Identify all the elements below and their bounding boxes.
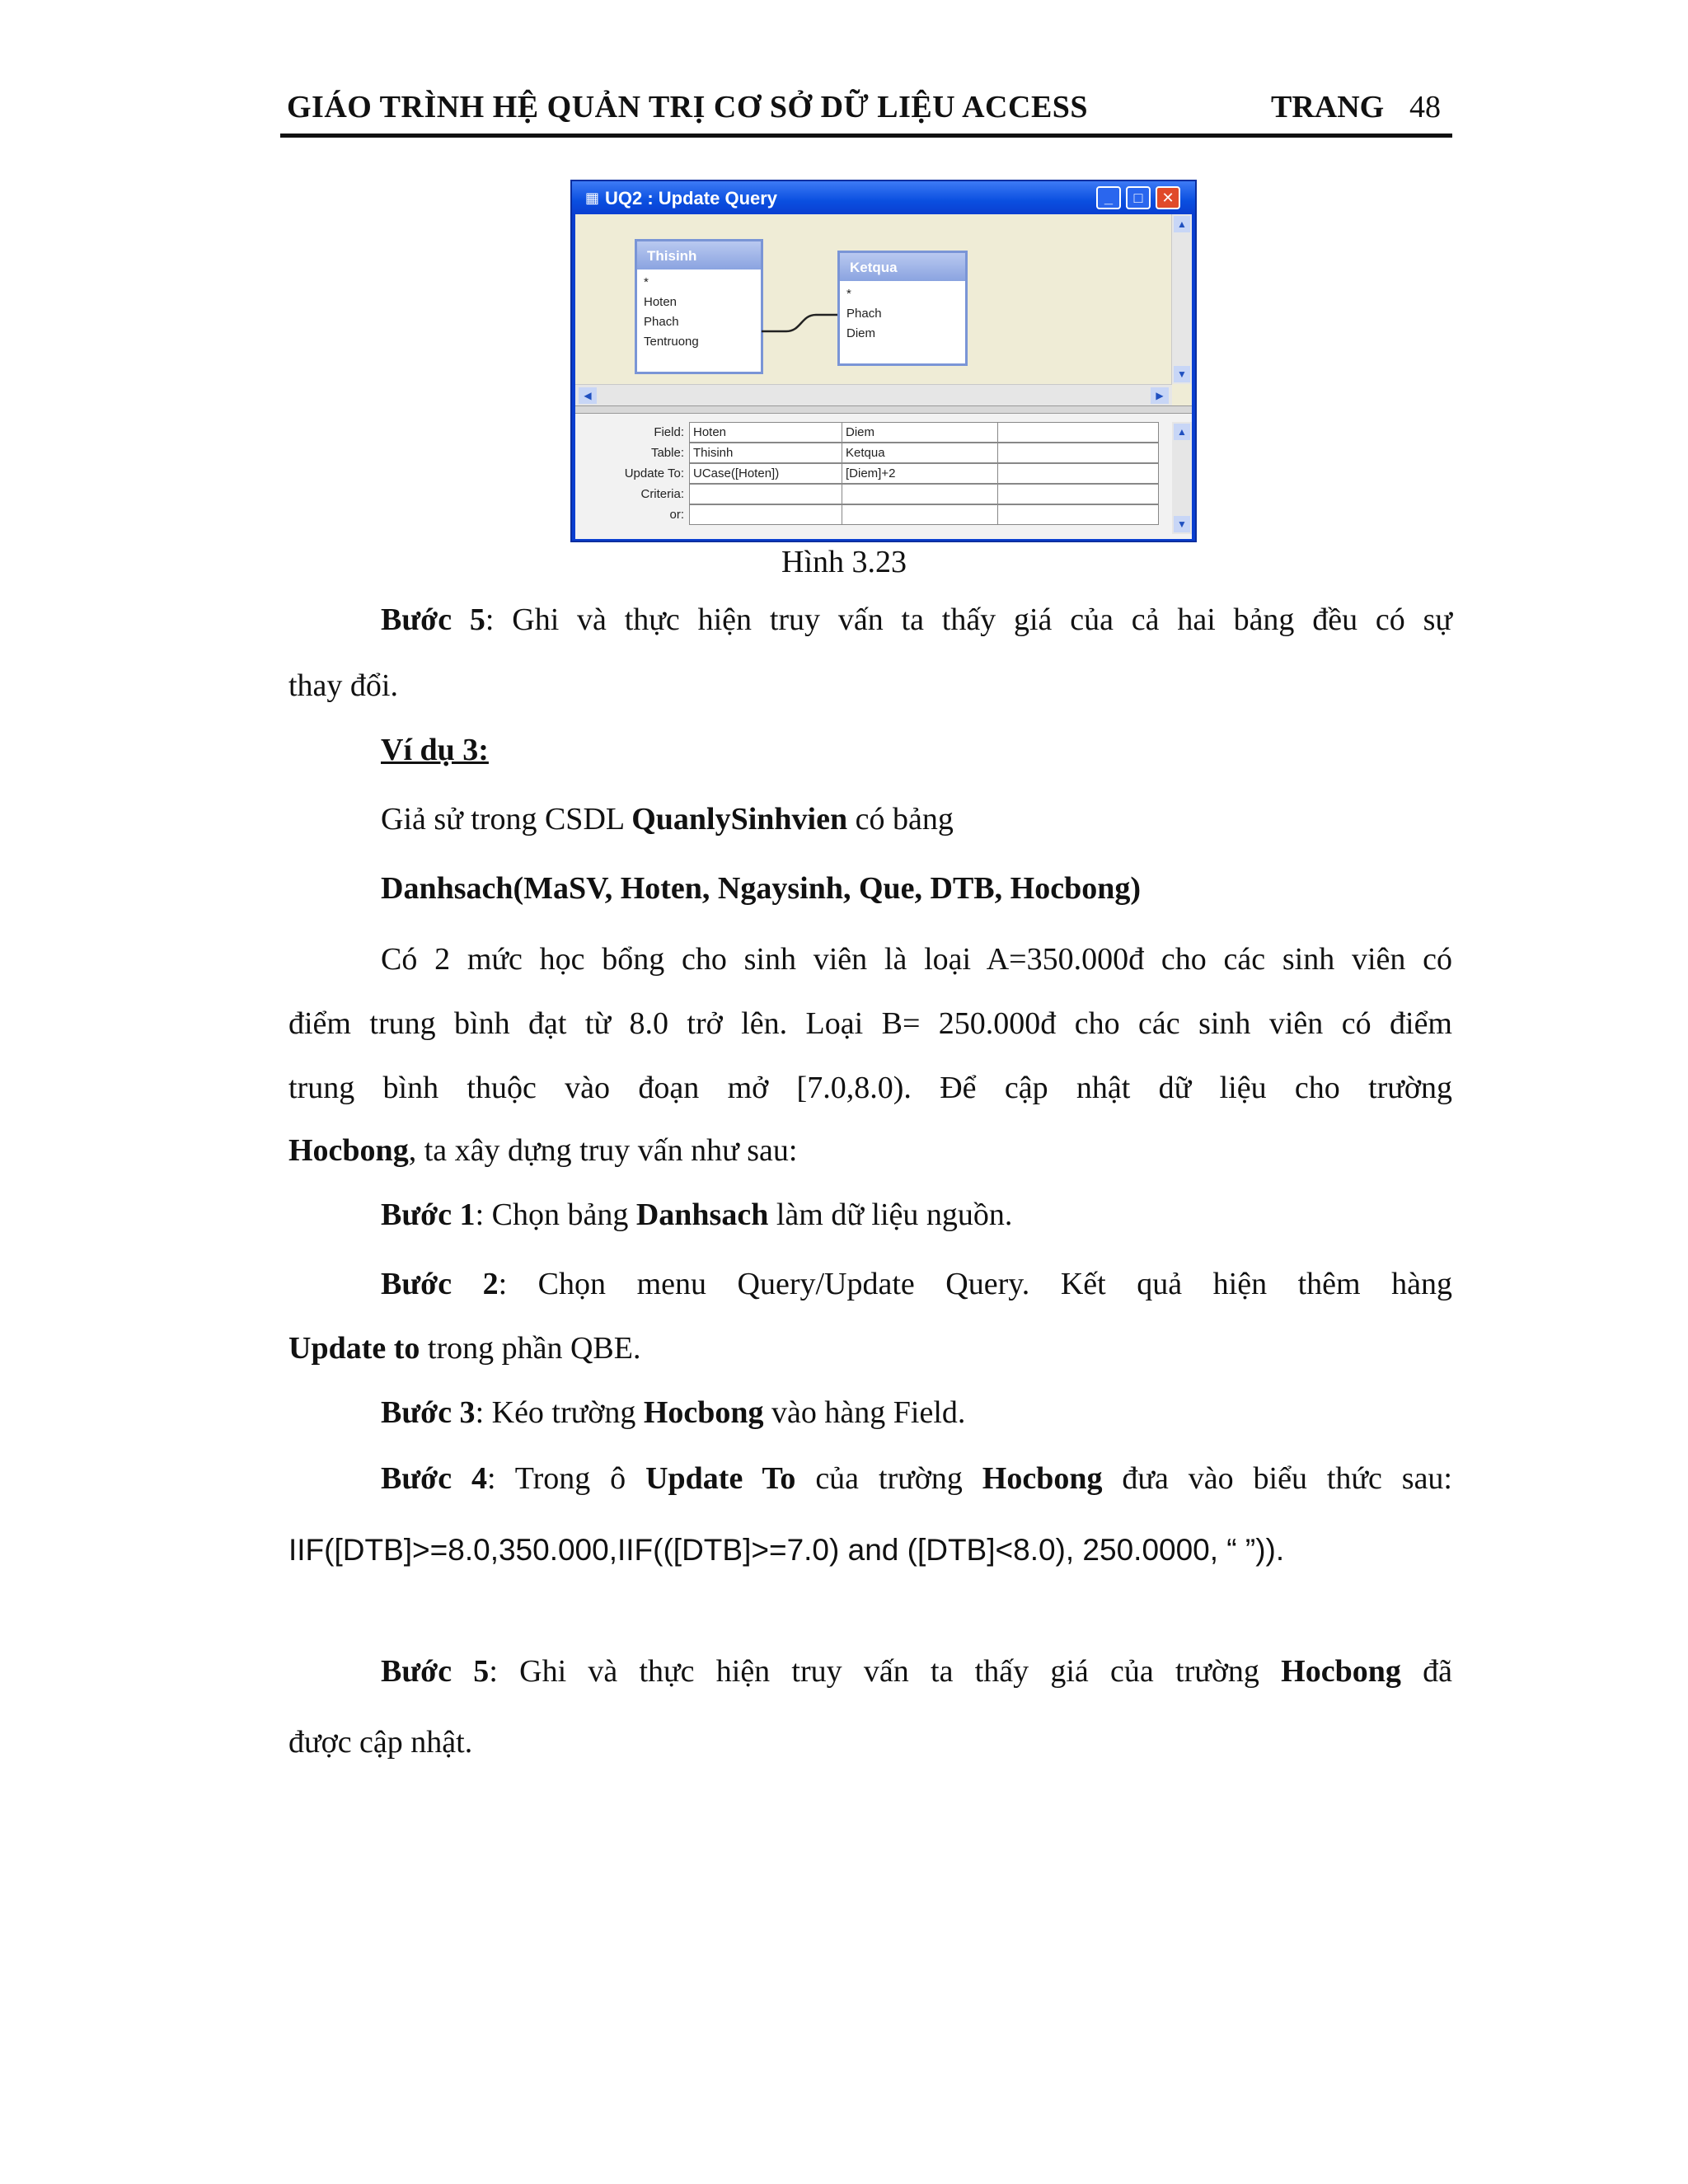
page-header <box>280 82 1452 138</box>
step3-tail: vào hàng Field. <box>763 1395 966 1430</box>
qbe-grid-pane <box>575 414 1192 539</box>
step4-formula: IIF([DTB]>=8.0,350.000,IIF(([DTB]>=7.0) and ([DTB]<8.0), 250.0000, “ ”)). <box>288 1533 1285 1567</box>
step-label: Bước 4 <box>381 1461 487 1496</box>
grid-cell: Diem <box>842 422 998 443</box>
close-icon: ✕ <box>1156 186 1180 209</box>
p2-tail: có bảng <box>847 802 954 837</box>
field-item: * <box>644 275 649 289</box>
grid-row-label: Table: <box>650 446 684 460</box>
step5-tail: đã <box>1400 1654 1452 1689</box>
step4-line1 <box>381 1460 1452 1497</box>
p1-text: : Ghi và thực hiện truy vấn ta thấy giá của cả hai bảng đều có sự <box>485 602 1452 637</box>
qbe-grid <box>582 422 1159 525</box>
window-title: UQ2 : Update Query <box>605 188 778 209</box>
p4-line3: trung bình thuộc vào đoạn mở [7.0,8.0). Để cập nhật dữ liệu cho trường <box>288 1071 1452 1105</box>
step5-line1 <box>381 1653 1452 1690</box>
query-window-icon: ▦ <box>585 190 600 206</box>
scroll-down-icon: ▼ <box>1174 366 1190 382</box>
step1-text: : Chọn bảng <box>475 1197 636 1232</box>
step-label: Bước 1 <box>381 1197 476 1232</box>
p2-bold: QuanlySinhvien <box>631 802 848 837</box>
step2-tail: trong phần QBE. <box>420 1331 641 1366</box>
p2 <box>381 801 954 837</box>
table-pane-vscroll <box>1171 214 1192 384</box>
scroll-down-icon: ▼ <box>1174 516 1190 532</box>
field-item: * <box>846 287 851 301</box>
scroll-right-icon: ▶ <box>1151 387 1169 404</box>
grid-cell <box>997 484 1159 504</box>
step-label: Bước 5 <box>381 602 485 637</box>
scroll-left-icon: ◀ <box>579 387 597 404</box>
step-label: Bước 5 <box>381 1654 490 1689</box>
table-ketqua <box>837 251 968 366</box>
grid-row-label: Criteria: <box>640 487 684 501</box>
p4-line2: điểm trung bình đạt từ 8.0 trở lên. Loại B= 250.000đ cho các sinh viên có điểm <box>288 1006 1452 1041</box>
grid-row-update-to <box>582 463 1159 484</box>
grid-cell <box>997 504 1159 525</box>
pane-splitter <box>575 405 1192 414</box>
step-label: Bước 2 <box>381 1267 499 1301</box>
step3-bold: Hocbong <box>643 1395 764 1430</box>
table-pane-hscroll <box>575 384 1172 406</box>
step-label: Bước 3 <box>381 1395 476 1430</box>
minimize-icon: _ <box>1096 186 1121 209</box>
step5-text: : Ghi và thực hiện truy vấn ta thấy giá của trường <box>489 1654 1282 1689</box>
field-item: Diem <box>846 326 876 340</box>
p4-line4 <box>288 1132 797 1169</box>
p4-line1: Có 2 mức học bổng cho sinh viên là loại A=350.000đ cho các sinh viên có <box>381 942 1452 977</box>
p1-line1 <box>381 602 1452 638</box>
grid-cell <box>997 443 1159 463</box>
p4-tail: , ta xây dựng truy vấn như sau: <box>408 1133 798 1168</box>
step1-tail: làm dữ liệu nguồn. <box>768 1197 1013 1232</box>
scroll-up-icon: ▲ <box>1174 216 1190 232</box>
step5-line2: được cập nhật. <box>288 1725 473 1760</box>
maximize-icon: □ <box>1126 186 1151 209</box>
example-heading: Ví dụ 3: <box>381 733 489 767</box>
field-item: Tentruong <box>644 335 699 349</box>
step5-bold: Hocbong <box>1281 1654 1401 1689</box>
grid-row-table <box>582 443 1159 463</box>
update-query-window <box>570 180 1197 542</box>
p1-line2: thay đổi. <box>288 668 398 703</box>
step2-line1 <box>381 1266 1452 1302</box>
grid-cell <box>689 504 842 525</box>
window-titlebar <box>572 181 1195 214</box>
table-thisinh-name: Thisinh <box>637 241 761 269</box>
figure-caption: Hình 3.23 <box>781 545 907 579</box>
grid-cell <box>842 504 998 525</box>
step3-text: : Kéo trường <box>475 1395 644 1430</box>
step4-text: của trường <box>795 1461 982 1496</box>
step4-bold: Update To <box>645 1461 796 1496</box>
p4-bold: Hocbong <box>288 1133 409 1168</box>
step4-bold: Hocbong <box>982 1461 1103 1496</box>
grid-row-or <box>582 504 1159 525</box>
step2-line2 <box>288 1330 640 1366</box>
scroll-up-icon: ▲ <box>1174 424 1190 440</box>
grid-cell: UCase([Hoten]) <box>689 463 842 484</box>
field-item: Hoten <box>644 295 678 309</box>
page-number: 48 <box>1409 90 1441 124</box>
table-pane <box>575 214 1192 405</box>
p2-text: Giả sử trong CSDL <box>381 802 632 837</box>
grid-cell: [Diem]+2 <box>842 463 998 484</box>
field-item: Phach <box>644 315 679 329</box>
table-ketqua-name: Ketqua <box>840 253 965 281</box>
grid-row-criteria <box>582 484 1159 504</box>
step2-bold: Update to <box>288 1331 420 1366</box>
grid-cell <box>997 422 1159 443</box>
p3-schema: Danhsach(MaSV, Hoten, Ngaysinh, Que, DTB, Hocbong) <box>381 871 1142 906</box>
grid-row-label: Update To: <box>624 466 684 480</box>
step2-text: : Chọn menu Query/Update Query. Kết quả hiện thêm hàng <box>498 1267 1452 1301</box>
grid-cell <box>689 484 842 504</box>
grid-cell: Thisinh <box>689 443 842 463</box>
grid-cell: Ketqua <box>842 443 998 463</box>
grid-row-field <box>582 422 1159 443</box>
field-item: Phach <box>846 307 882 321</box>
header-title: GIÁO TRÌNH HỆ QUẢN TRỊ CƠ SỞ DỮ LIỆU ACCESS <box>287 90 1089 124</box>
grid-cell <box>997 463 1159 484</box>
grid-vscroll <box>1172 422 1192 534</box>
relationship-line <box>762 312 839 344</box>
table-thisinh <box>635 239 763 374</box>
grid-cell <box>842 484 998 504</box>
step1 <box>381 1197 1012 1233</box>
step4-text: : Trong ô <box>486 1461 646 1496</box>
step3 <box>381 1394 965 1431</box>
step4-text: đưa vào biểu thức sau: <box>1102 1461 1452 1496</box>
step1-bold: Danhsach <box>635 1197 769 1232</box>
grid-cell: Hoten <box>689 422 842 443</box>
header-trang-label: TRANG <box>1271 90 1385 124</box>
grid-row-label: Field: <box>654 425 684 439</box>
grid-row-label: or: <box>669 508 684 522</box>
